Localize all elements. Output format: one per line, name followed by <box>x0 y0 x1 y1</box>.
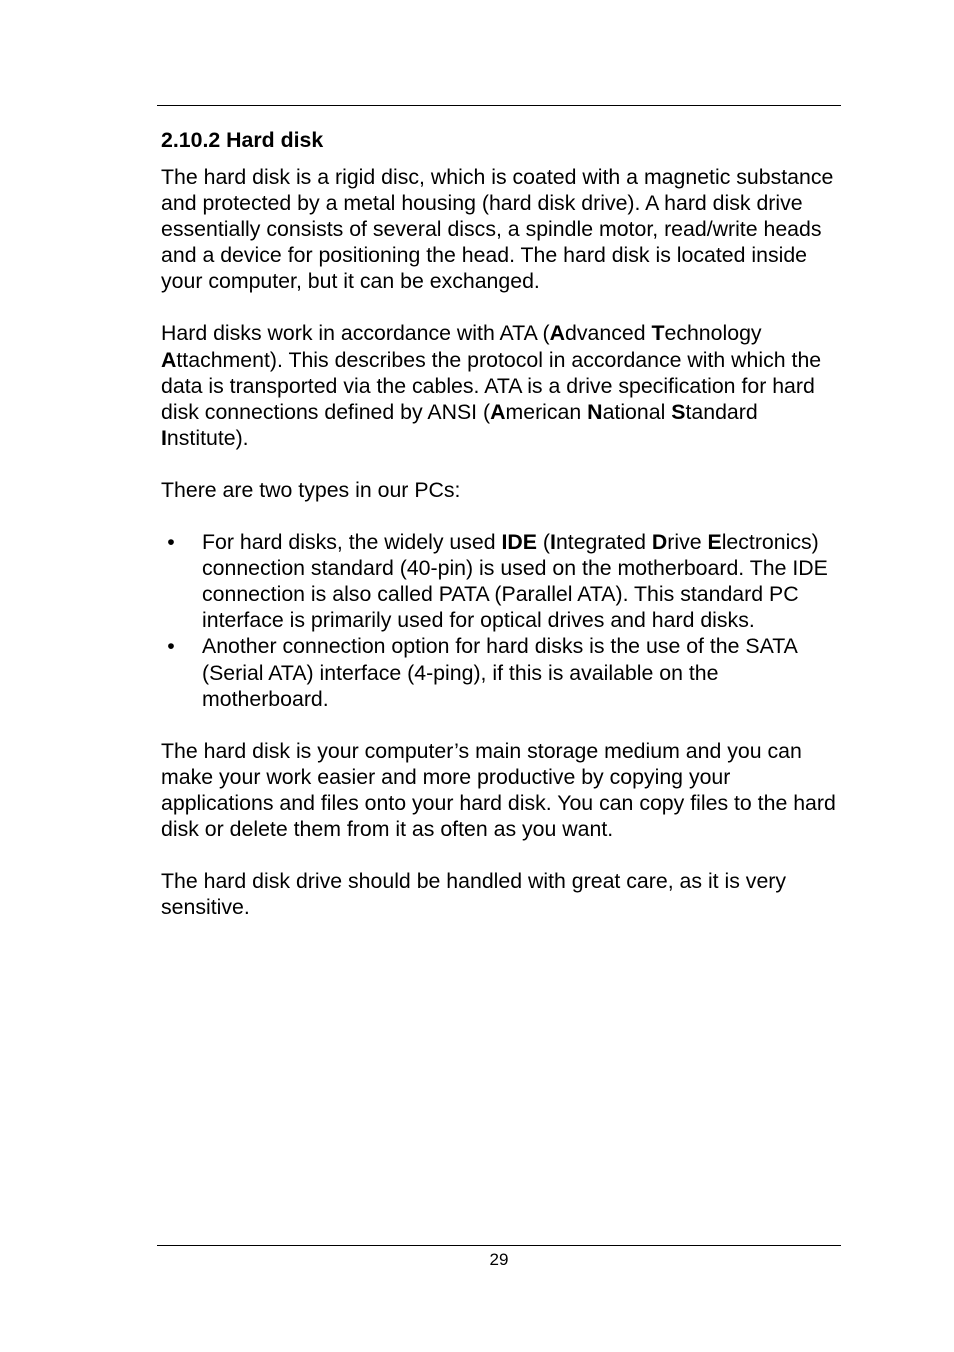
page-number: 29 <box>489 1250 509 1269</box>
paragraph-storage-medium: The hard disk is your computer’s main storage medium and you can make your work easier and more productive by copying your applications and files onto your hard disk. You can copy files to the hard disk or delete them from it as often as you want. <box>161 738 836 841</box>
text-run: dvanced <box>565 321 652 346</box>
text-run: Another connection option for hard disks is the use of the SATA (Serial ATA) interface (4-ping), if this is available on the motherboard. <box>202 634 797 711</box>
text-run: rive <box>667 530 708 555</box>
bold-run: IDE <box>501 530 537 555</box>
text-run: ttachment). This describes the protocol in accordance with which the data is transported via the cables. ATA is a drive specification for hard disk connections defined by ANSI ( <box>161 347 822 424</box>
paragraph-ata <box>161 320 841 450</box>
header-rule <box>157 105 841 106</box>
bold-run: I <box>161 425 167 450</box>
text-run: nstitute). <box>166 425 249 450</box>
text-run: tandard <box>685 399 758 424</box>
paragraph-hard-disk-intro: The hard disk is a rigid disc, which is coated with a magnetic substance and protected by a metal housing (hard disk drive). A hard disk drive essentially consists of several discs, a spindle motor, read/write heads and a device for positioning the head. The hard disk is located inside your computer, but it can be exchanged. <box>161 165 834 294</box>
list-item <box>161 633 841 711</box>
page-body <box>161 127 841 946</box>
bold-run: I <box>550 530 556 555</box>
bold-run: S <box>671 399 686 424</box>
bullet-list <box>161 529 841 712</box>
bold-run: D <box>651 530 668 555</box>
section-heading: 2.10.2 Hard disk <box>161 128 324 152</box>
text-run: ( <box>537 530 551 555</box>
text-run: lectronics) connection standard (40-pin) is used on the motherboard. The IDE connection is also called PATA (Parallel ATA). This standard PC interface is primarily used for optical drives and hard disks. <box>202 530 828 633</box>
text-run: echnology <box>664 321 762 346</box>
text-run: merican <box>505 399 588 424</box>
footer-rule <box>157 1245 841 1246</box>
bold-run: A <box>161 347 177 372</box>
bold-run: A <box>549 321 566 346</box>
text-run: For hard disks, the widely used <box>202 530 502 555</box>
bullet-icon: • <box>167 530 175 555</box>
paragraph-handling: The hard disk drive should be handled with great care, as it is very sensitive. <box>161 869 787 920</box>
bullet-icon: • <box>167 634 175 659</box>
bold-run: A <box>490 399 506 424</box>
bold-run: E <box>707 530 722 555</box>
text-run: ntegrated <box>555 530 652 555</box>
bold-run: N <box>587 399 603 424</box>
bold-run: T <box>651 321 665 346</box>
text-run: ational <box>602 399 672 424</box>
text-run: Hard disks work in accordance with ATA ( <box>161 321 550 346</box>
paragraph-two-types: There are two types in our PCs: <box>161 477 461 502</box>
list-item <box>161 529 841 633</box>
